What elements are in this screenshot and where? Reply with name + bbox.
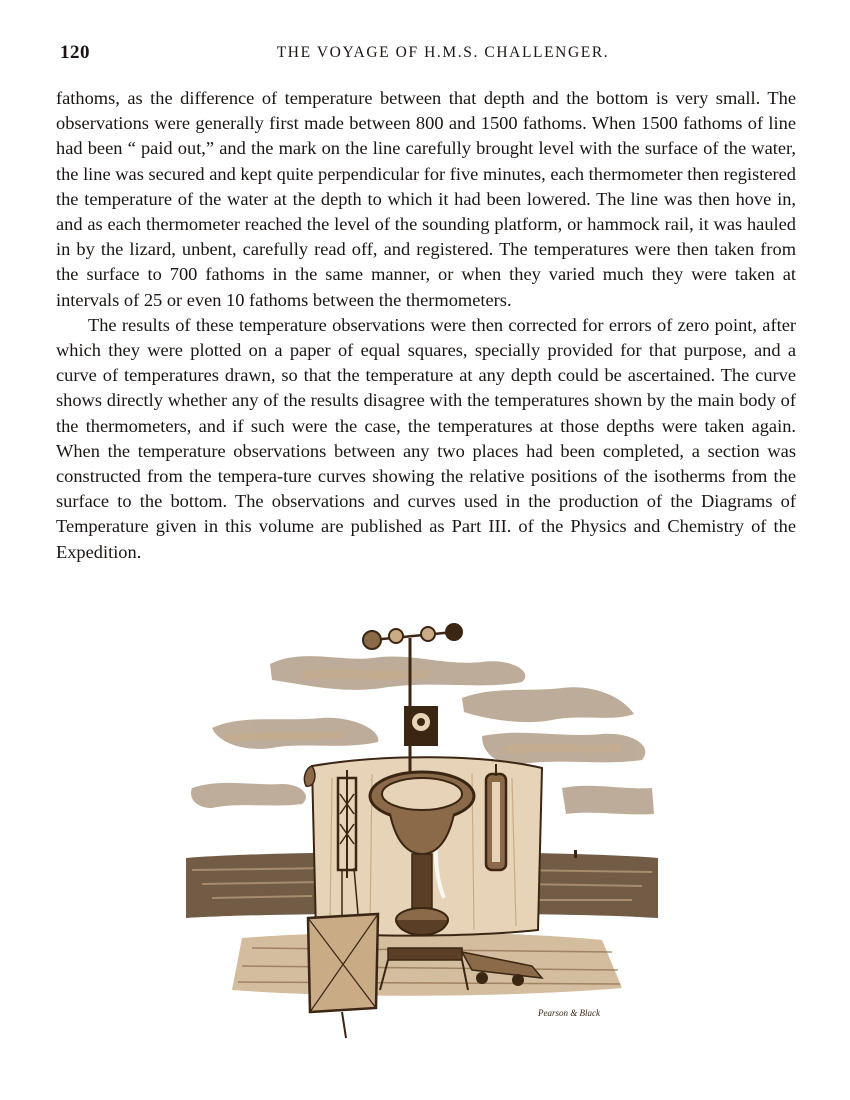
body-text: [56, 86, 796, 565]
right-thermometer: [486, 764, 506, 870]
running-title: THE VOYAGE OF H.M.S. CHALLENGER.: [276, 44, 610, 61]
instrument-illustration: [182, 618, 662, 1046]
page-number: 120: [60, 42, 90, 63]
paragraph-1: fathoms, as the difference of temperature between that depth and the bottom is very small. The observations were generally first made between 800 and 1500 fathoms. When 1500 fathoms of line had been “ paid out,” and the mark on the line carefully brought level with the surface of the water, the line was secured and kept quite perpendicular for five minutes, each thermometer then registered the temperature of the water at the depth to which it had been lowered. The line was then hove in, and as each thermometer reached the level of the sounding platform, or hammock rail, it was hauled in by the lizard, unbent, carefully read off, and registered. The temperatures were then taken from the surface to 700 fathoms in the same manner, or when they varied much they were taken at intervals of 25 or even 10 fathoms between the thermometers.: [56, 88, 796, 310]
engraver-signature: Pearson & Black: [538, 1008, 600, 1018]
anemometer: [363, 623, 463, 778]
deck: [232, 932, 622, 996]
running-head: [60, 38, 792, 68]
paragraph-2: The results of these temperature observations were then corrected for errors of zero point, after which they were plotted on a paper of equal squares, specially provided for that purpose, and a curve of temperatures drawn, so that the temperature at any depth could be ascertained. The curve shows directly whether any of the results disagree with the temperatures shown by the main body of the thermometers, and if such were the case, the temperatures at those depths were taken again. When the temperature observations between any two places had been completed, a section was constructed from the tempera-ture curves showing the relative positions of the isotherms from the surface to the bottom. The observations and curves used in the production of the Diagrams of Temperature given in this volume are published as Part III. of the Physics and Chemistry of the Expedition.: [56, 314, 796, 562]
left-thermometer: [338, 770, 356, 878]
